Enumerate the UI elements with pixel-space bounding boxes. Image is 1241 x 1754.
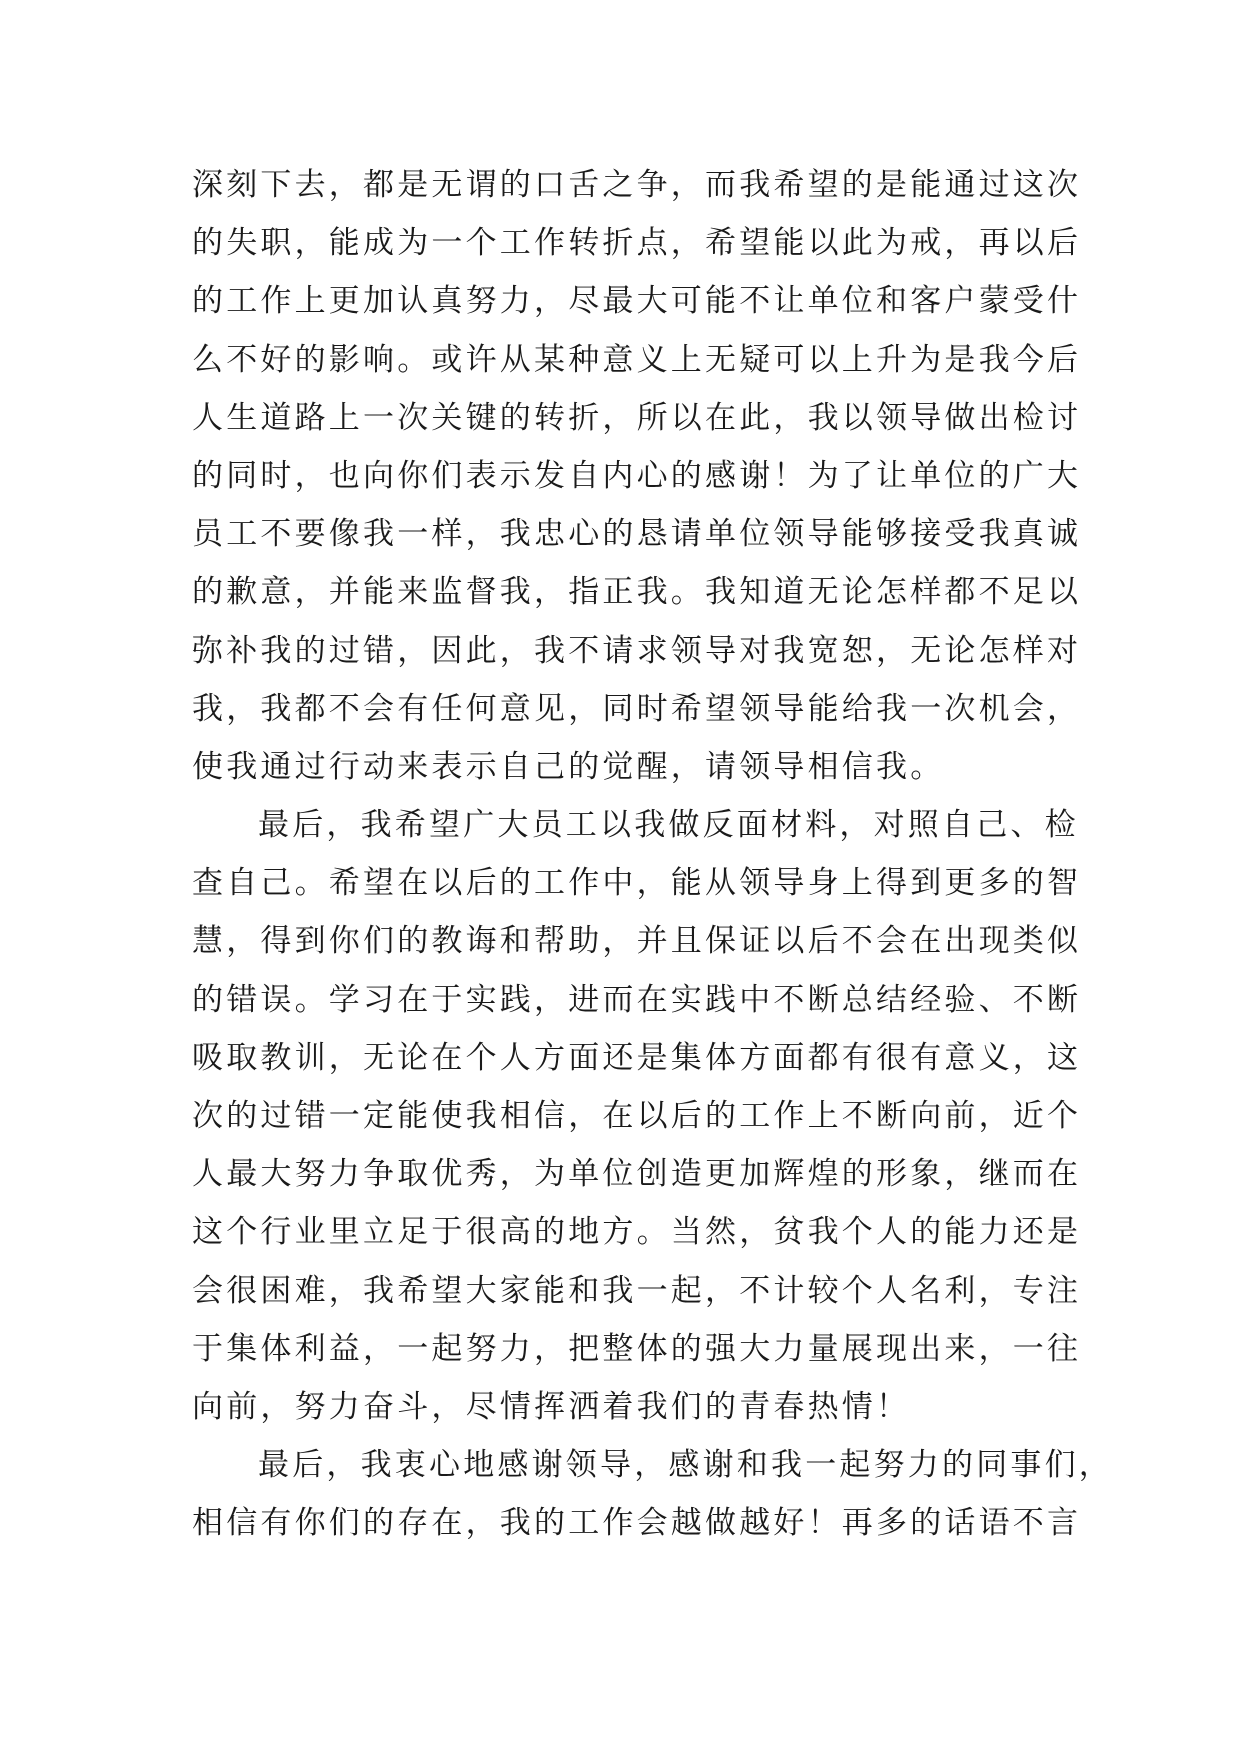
text-line: 的工作上更加认真努力，尽最大可能不让单位和客户蒙受什 bbox=[192, 283, 1082, 320]
text-line: 的歉意，并能来监督我，指正我。我知道无论怎样都不足以 bbox=[192, 574, 1082, 611]
text-line: 查自己。希望在以后的工作中，能从领导身上得到更多的智 bbox=[192, 865, 1082, 902]
text-line: 员工不要像我一样，我忠心的恳请单位领导能够接受我真诚 bbox=[192, 516, 1082, 553]
text-line: 人生道路上一次关键的转折，所以在此，我以领导做出检讨 bbox=[192, 399, 1082, 436]
text-line: 的错误。学习在于实践，进而在实践中不断总结经验、不断 bbox=[192, 981, 1082, 1018]
text-line: 慧，得到你们的教诲和帮助，并且保证以后不会在出现类似 bbox=[192, 923, 1082, 960]
text-line: 人最大努力争取优秀，为单位创造更加辉煌的形象，继而在 bbox=[192, 1156, 1082, 1193]
text-line: 次的过错一定能使我相信，在以后的工作上不断向前，近个 bbox=[192, 1098, 1082, 1134]
text-line: 我，我都不会有任何意见，同时希望领导能给我一次机会， bbox=[192, 690, 1082, 727]
paragraph-first-line: 最后，我衷心地感谢领导，感谢和我一起努力的同事们， bbox=[258, 1447, 1113, 1484]
text-line: 使我通过行动来表示自己的觉醒，请领导相信我。 bbox=[192, 748, 945, 785]
text-line: 相信有你们的存在，我的工作会越做越好！再多的话语不言 bbox=[192, 1505, 1082, 1542]
text-line: 吸取教训，无论在个人方面还是集体方面都有很有意义，这 bbox=[192, 1039, 1082, 1076]
body-text bbox=[192, 156, 1113, 1553]
text-line: 深刻下去，都是无谓的口舌之争，而我希望的是能通过这次 bbox=[192, 167, 1082, 203]
text-line: 这个行业里立足于很高的地方。当然，贫我个人的能力还是 bbox=[192, 1214, 1082, 1251]
text-line: 于集体利益，一起努力，把整体的强大力量展现出来，一往 bbox=[192, 1330, 1082, 1367]
text-line: 向前，努力奋斗，尽情挥洒着我们的青春热情！ bbox=[192, 1388, 911, 1425]
text-line: 么不好的影响。或许从某种意义上无疑可以上升为是我今后 bbox=[192, 341, 1082, 378]
text-line: 的失职，能成为一个工作转折点，希望能以此为戒，再以后 bbox=[192, 225, 1082, 262]
paragraph-first-line: 最后，我希望广大员工以我做反面材料，对照自己、检 bbox=[258, 807, 1079, 844]
text-line: 弥补我的过错，因此，我不请求领导对我宽恕，无论怎样对 bbox=[192, 632, 1082, 669]
text-line: 会很困难，我希望大家能和我一起，不计较个人名利，专注 bbox=[192, 1272, 1082, 1309]
text-line: 的同时，也向你们表示发自内心的感谢！为了让单位的广大 bbox=[192, 457, 1082, 494]
